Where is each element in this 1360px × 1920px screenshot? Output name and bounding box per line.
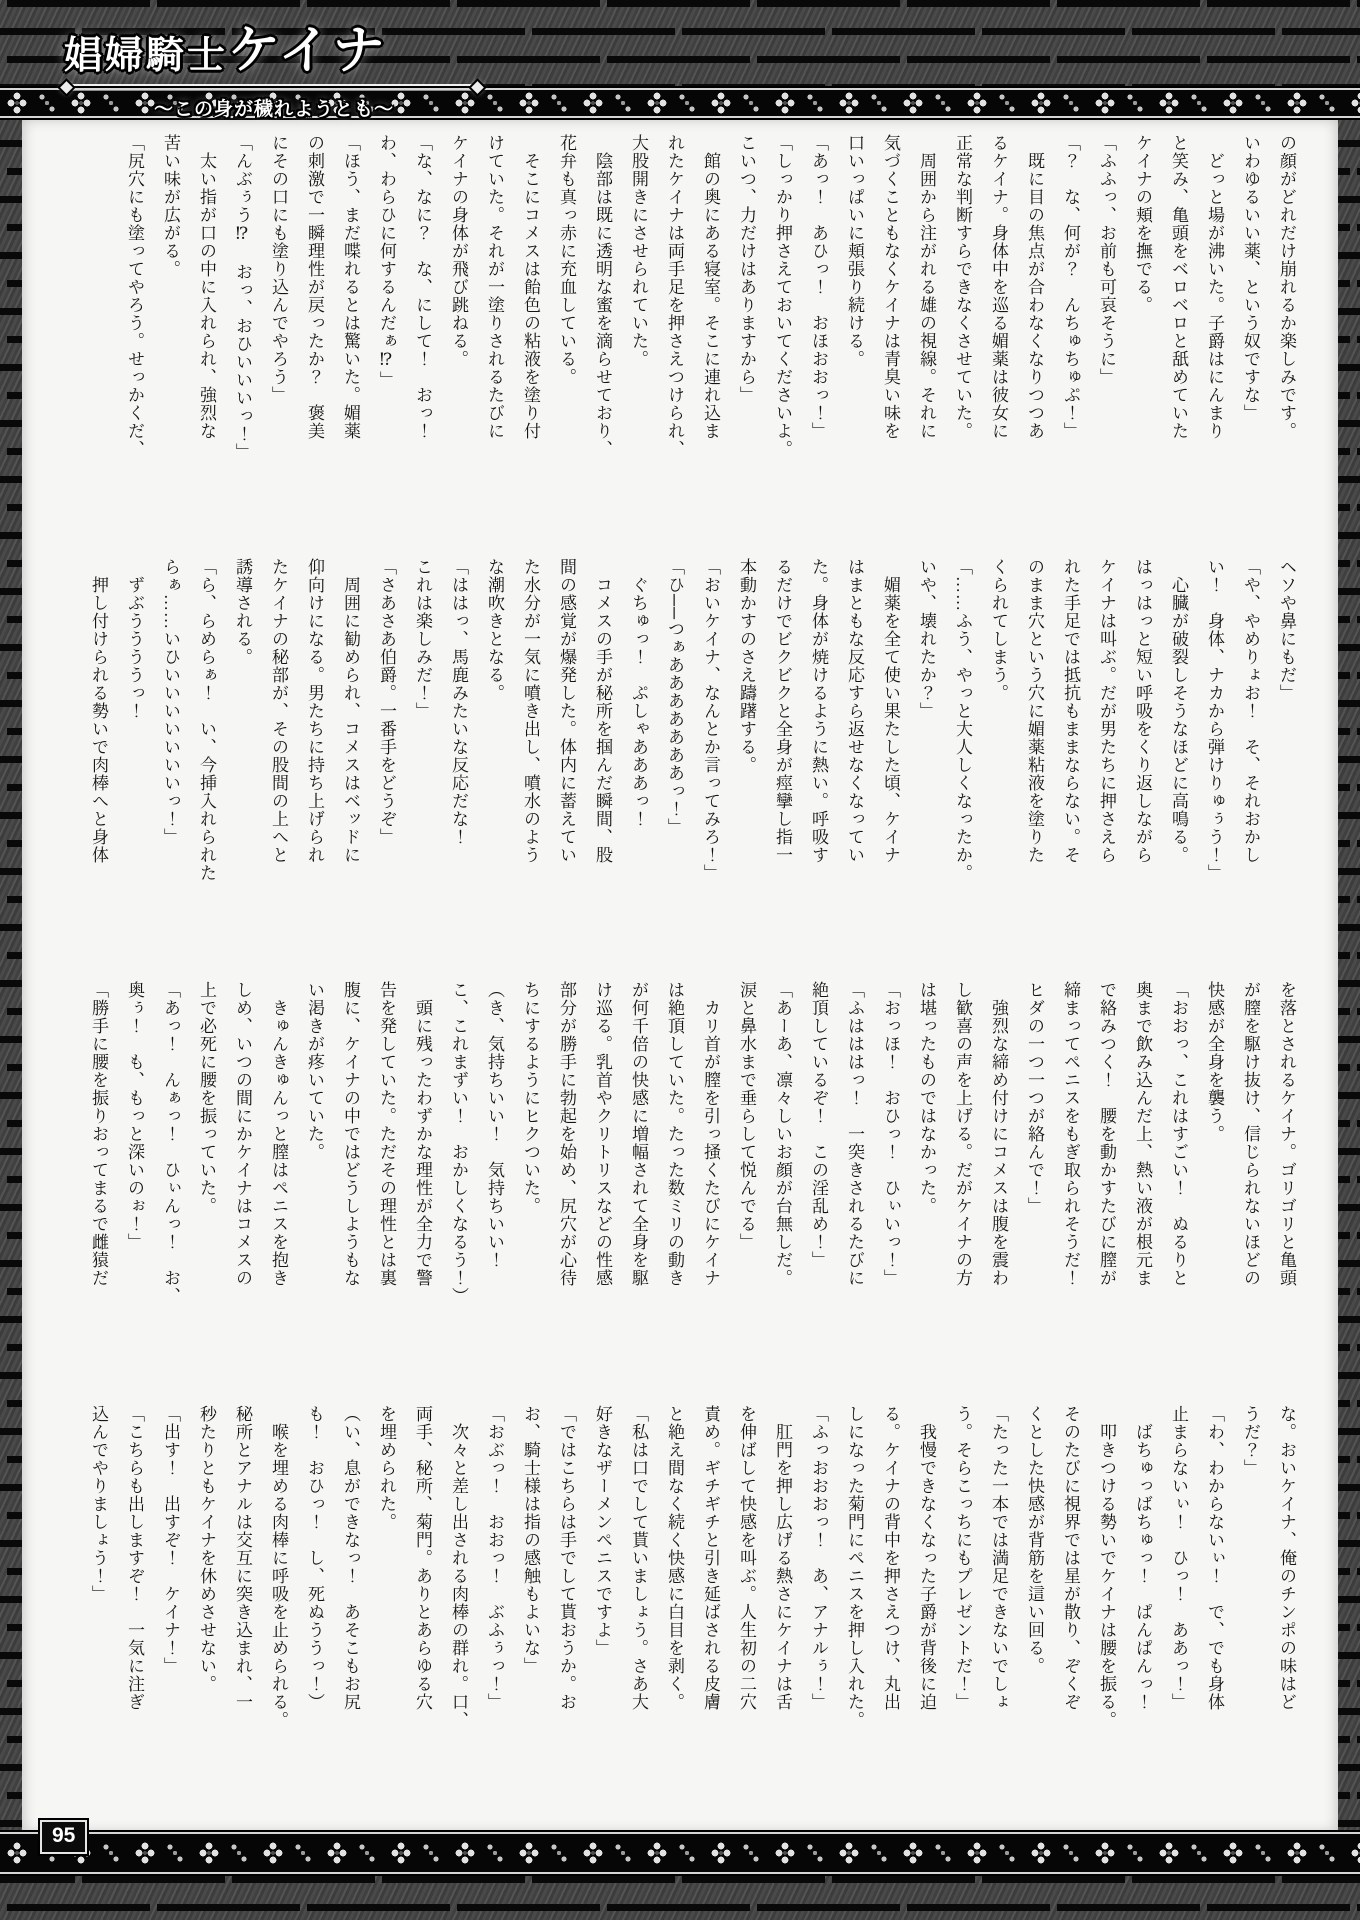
text-line: が膣を駆け抜け、信じられないほどの — [1241, 981, 1260, 1287]
floral-border-bottom — [0, 1824, 1360, 1876]
text-line: た水分が一気に噴き出し、噴水のよう — [521, 557, 540, 864]
text-line: 「尻穴にも塗ってやろう。せっかくだ、 — [125, 134, 144, 458]
text-line: はまともな反応すら返せなくなってい — [845, 557, 864, 864]
diamond-ornament-icon — [60, 81, 73, 94]
text-line: 絶頂しているぞ！ この淫乱め！」 — [809, 981, 828, 1269]
text-line: な潮吹きとなる。 — [485, 557, 504, 702]
text-line: 強烈な締め付けにコメスは腹を震わ — [989, 981, 1008, 1287]
text-line: 「たった一本では満足できないでしょ — [989, 1404, 1008, 1711]
text-line: 周囲に勧められ、コメスはベッドに — [341, 557, 360, 864]
text-line: 「こちらも出しますぞ！ 一気に注ぎ — [125, 1404, 144, 1711]
book-title-kanji: 娼婦騎士 — [64, 35, 229, 77]
text-band-4 — [56, 1405, 1304, 1819]
text-line: 責め。ギチギチと引き延ばされる皮膚 — [701, 1404, 720, 1711]
text-line: は絶頂していた。たった数ミリの動き — [665, 981, 684, 1287]
text-line: な。おいケイナ、俺のチンポの味はど — [1277, 1404, 1296, 1711]
text-line: しになった菊門にペニスを押し入れた。 — [845, 1404, 864, 1729]
text-line: 太い指が口の中に入れられ、強烈な — [197, 134, 216, 440]
text-line: 両手、秘所、菊門。ありとあらゆる穴 — [413, 1404, 432, 1711]
text-line: 締まってペニスをもぎ取られそうだ！ — [1061, 981, 1080, 1287]
text-line: しめ、いつの間にかケイナはコメスの — [233, 981, 252, 1287]
text-line: 秘所とアナルは交互に突き込まれ、一 — [233, 1404, 252, 1711]
text-line: くられてしまう。 — [989, 557, 1008, 702]
text-line: コメスの手が秘所を掴んだ瞬間、股 — [593, 557, 612, 864]
text-line: らぁ……いひいいいいいいいっ！」 — [161, 557, 180, 846]
text-line: 押し付けられる勢いで肉棒へと身体 — [89, 557, 108, 864]
text-line: ぐちゅっ！ ぷしゃあああっ！ — [629, 557, 648, 828]
text-line: けていた。それが一塗りされるたびに — [485, 134, 504, 440]
page-body — [22, 118, 1338, 1834]
text-line: 本動かすのさえ躊躇する。 — [737, 557, 756, 774]
text-line: 間の感覚が爆発した。体内に蓄えてい — [557, 557, 576, 864]
text-line: こいつ、力だけはありますから」 — [737, 134, 756, 404]
text-line: 快感が全身を襲う。 — [1205, 981, 1224, 1143]
text-line: 既に目の焦点が合わなくなりつつあ — [1025, 134, 1044, 440]
text-line: 「おっほ！ おひっ！ ひぃいっ！」 — [881, 981, 900, 1287]
text-band-3 — [56, 981, 1304, 1395]
text-line: が何千倍の快感に増幅されて全身を駆 — [629, 981, 648, 1287]
text-line: るケイナ。身体中を巡る媚薬は彼女に — [989, 134, 1008, 440]
text-line: い！ 身体、ナカから弾けりゅぅう！」 — [1205, 557, 1224, 882]
text-line: 止まらないぃ！ ひっ！ ああっ！」 — [1169, 1404, 1188, 1711]
text-line: を伸ばして快感を叫ぶ。人生初の二穴 — [737, 1404, 756, 1711]
text-line: ずぶううううっ！ — [125, 557, 144, 720]
text-line: 「わ、わからないぃ！ で、でも身体 — [1205, 1404, 1224, 1711]
text-line: そこにコメスは飴色の粘液を塗り付 — [521, 134, 540, 440]
text-line: 喉を埋める肉棒に呼吸を止められる。 — [269, 1404, 288, 1729]
text-line: の顔がどれだけ崩れるか楽しみです。 — [1277, 134, 1296, 440]
text-line: を埋められた。 — [377, 1404, 396, 1531]
text-line: 「や、やめりょお！ そ、それおかし — [1241, 557, 1260, 864]
book-subtitle: 〜この身が穢れようとも〜 — [153, 99, 394, 120]
text-band-2 — [56, 558, 1304, 972]
text-line: 館の奥にある寝室。そこに連れ込ま — [701, 134, 720, 440]
text-line: る。ケイナの背中を押さえつけ、丸出 — [881, 1404, 900, 1711]
title-block — [64, 8, 484, 121]
text-line: 「んぶぅう⁉ おっ、おひいいいっ！」 — [233, 134, 252, 461]
text-line: 頭に残ったわずかな理性が全力で警 — [413, 981, 432, 1287]
text-line: 正常な判断すらできなくさせていた。 — [953, 134, 972, 440]
title-divider-rule — [66, 84, 478, 91]
text-line: 心臓が破裂しそうなほどに高鳴る。 — [1169, 557, 1188, 864]
text-line: たケイナの秘部が、その股間の上へと — [269, 557, 288, 864]
text-line: 「ら、らめらぁ！ い、今挿入れられた — [197, 557, 216, 882]
text-line: 「ふっおおおっ！ あ、アナルぅ！」 — [809, 1404, 828, 1711]
text-line: 「出す！ 出すぞ！ ケイナ！」 — [161, 1404, 180, 1675]
text-line: どっと場が沸いた。子爵はにんまり — [1205, 134, 1224, 440]
text-line: と笑み、亀頭をベロベロと舐めていた — [1169, 134, 1188, 440]
text-line: いや、壊れたか？」 — [917, 557, 936, 720]
text-line: 我慢できなくなった子爵が背後に迫 — [917, 1404, 936, 1711]
text-line: 周囲から注がれる雄の視線。それに — [917, 134, 936, 440]
text-line: 部分が勝手に勃起を始め、尻穴が心待 — [557, 981, 576, 1287]
text-line: も！ おひっ！ し、死ぬううっ！） — [305, 1404, 324, 1711]
text-line: くとした快感が背筋を這い回る。 — [1025, 1404, 1044, 1675]
text-line: 込んでやりましょう！」 — [89, 1404, 108, 1603]
text-line: け巡る。乳首やクリトリスなどの性感 — [593, 981, 612, 1287]
text-line: ケイナは叫ぶ。だが男たちに押さえら — [1097, 557, 1116, 864]
text-line: れたケイナは両手足を押さえつけられ、 — [665, 134, 684, 458]
text-line: 「な、なに？ な、にして！ おっ！ — [413, 134, 432, 440]
text-line: 涙と鼻水まで垂らして悦んでる」 — [737, 981, 756, 1251]
text-line: 「ひ──つぁあああああああっ！」 — [665, 557, 684, 836]
text-line: し歓喜の声を上げる。だがケイナの方 — [953, 981, 972, 1287]
text-line: 「さあさあ伯爵。一番手をどうぞ」 — [377, 557, 396, 846]
text-line: 陰部は既に透明な蜜を滴らせており、 — [593, 134, 612, 458]
text-line: と絶え間なく続く快感に白目を剥く。 — [665, 1404, 684, 1711]
text-line: 奥ぅ！ も、もっと深いのぉ！」 — [125, 981, 144, 1251]
text-line: 媚薬を全て使い果たした頃、ケイナ — [881, 557, 900, 864]
diamond-ornament-icon — [471, 81, 484, 94]
text-line: 好きなザーメンペニスですよ」 — [593, 1404, 612, 1657]
text-line: これは楽しみだ！」 — [413, 557, 432, 720]
text-line: 仰向けになる。男たちに持ち上げられ — [305, 557, 324, 864]
text-line: ちにするようにヒクついた。 — [521, 981, 540, 1215]
text-line: ヘソや鼻にもだ」 — [1277, 557, 1296, 702]
text-line: た。身体が焼けるように熱い。呼吸す — [809, 557, 828, 864]
text-line: 誘導される。 — [233, 557, 252, 666]
text-line: （き、気持ちいい！ 気持ちいい！ — [485, 981, 504, 1269]
text-line: うだ？」 — [1241, 1404, 1260, 1477]
text-line: 「あーあ、凛々しいお顔が台無しだ。 — [773, 981, 792, 1287]
text-line: 口いっぱいに頬張り続ける。 — [845, 134, 864, 368]
text-line: 「しっかり押さえておいてくださいよ。 — [773, 134, 792, 458]
text-line: 腹に、ケイナの中ではどうしようもな — [341, 981, 360, 1287]
text-line: の刺激で一瞬理性が戻ったか？ 褒美 — [305, 134, 324, 440]
text-line: ばちゅっばちゅっ！ ぱんぱんっ！ — [1133, 1404, 1152, 1711]
text-line: ケイナの身体が飛び跳ねる。 — [449, 134, 468, 368]
text-line: るだけでビクビクと全身が痙攣し指一 — [773, 557, 792, 864]
text-line: を落とされるケイナ。ゴリゴリと亀頭 — [1277, 981, 1296, 1287]
text-line: 苦い味が広がる。 — [161, 134, 180, 278]
text-line: は堪ったものではなかった。 — [917, 981, 936, 1215]
text-line: はっはっと短い呼吸をくり返しながら — [1133, 557, 1152, 864]
text-line: そのたびに視界では星が散り、ぞくぞ — [1061, 1404, 1080, 1711]
text-line: 「……ふう、やっと大人しくなったか。 — [953, 557, 972, 882]
text-line: う。そらこっちにもプレゼントだ！」 — [953, 1404, 972, 1711]
text-line: 気づくこともなくケイナは青臭い味を — [881, 134, 900, 440]
text-line: こ、これまずい！ おかしくなるう！） — [449, 981, 468, 1305]
text-line: いわゆるいい薬、という奴ですな」 — [1241, 134, 1260, 422]
text-line: 「ふはははっ！ 一突きされるたびに — [845, 981, 864, 1287]
text-line: れた手足では抵抗もままならない。そ — [1061, 557, 1080, 864]
text-line: 花弁も真っ赤に充血している。 — [557, 134, 576, 386]
text-line: 上で必死に腰を振っていた。 — [197, 981, 216, 1215]
text-line: で絡みつく！ 腰を動かすたびに膣が — [1097, 981, 1116, 1287]
text-line: 大股開きにさせられていた。 — [629, 134, 648, 368]
text-line: お、騎士様は指の感触もよいな」 — [521, 1404, 540, 1675]
text-line: ヒダの一つ一つが絡んで！」 — [1025, 981, 1044, 1215]
text-line: 告を発していた。ただその理性とは裏 — [377, 981, 396, 1287]
text-line: 「あっ！ んぁっ！ ひぃんっ！ お、 — [161, 981, 180, 1305]
text-line: 「おいケイナ、なんとか言ってみろ！」 — [701, 557, 720, 882]
text-line: 肛門を押し広げる熱さにケイナは舌 — [773, 1404, 792, 1711]
text-line: ケイナの頬を撫でる。 — [1133, 134, 1152, 314]
page-number: 95 — [40, 1820, 87, 1854]
text-line: 「ほう、まだ喋れるとは驚いた。媚薬 — [341, 134, 360, 440]
text-line: 「おぶっ！ おおっ！ ぶふぅっ！」 — [485, 1404, 504, 1711]
text-line: にその口にも塗り込んでやろう」 — [269, 134, 288, 404]
page-header — [0, 0, 1360, 120]
text-line: 「ふふっ、お前も可哀そうに」 — [1097, 134, 1116, 386]
text-line: 「ではこちらは手でして貰おうか。お — [557, 1404, 576, 1711]
text-line: わ、わらひに何するんだぁ⁉」 — [377, 134, 396, 389]
text-line: 叩きつける勢いでケイナは腰を振る。 — [1097, 1404, 1116, 1729]
text-line: 秒たりともケイナを休めさせない。 — [197, 1404, 216, 1693]
text-line: 「私は口でして貰いましょう。さあ大 — [629, 1404, 648, 1711]
text-line: 次々と差し出される肉棒の群れ。口、 — [449, 1404, 468, 1729]
text-line: のまま穴という穴に媚薬粘液を塗りた — [1025, 557, 1044, 864]
text-line: 「？ な、何が？ んちゅちゅぷ！」 — [1061, 134, 1080, 440]
text-line: きゅんきゅんっと膣はペニスを抱き — [269, 981, 288, 1287]
text-band-1 — [56, 134, 1304, 548]
text-line: カリ首が膣を引っ掻くたびにケイナ — [701, 981, 720, 1287]
text-line: 奥まで飲み込んだ上、熱い液が根元ま — [1133, 981, 1152, 1287]
text-line: 「おおっ、これはすごい！ ぬるりと — [1169, 981, 1188, 1287]
book-title-kana: ケイナ — [228, 23, 387, 80]
text-line: い渇きが疼いていた。 — [305, 981, 324, 1161]
text-line: 「ははっ、馬鹿みたいな反応だな！ — [449, 557, 468, 846]
text-line: 「勝手に腰を振りおってまるで雌猿だ — [89, 981, 108, 1287]
text-line: （い、息ができなっ！ あそこもお尻 — [341, 1404, 360, 1711]
book-title — [64, 8, 484, 83]
text-line: 「あっ！ あひっ！ おほおおっ！」 — [809, 134, 828, 440]
